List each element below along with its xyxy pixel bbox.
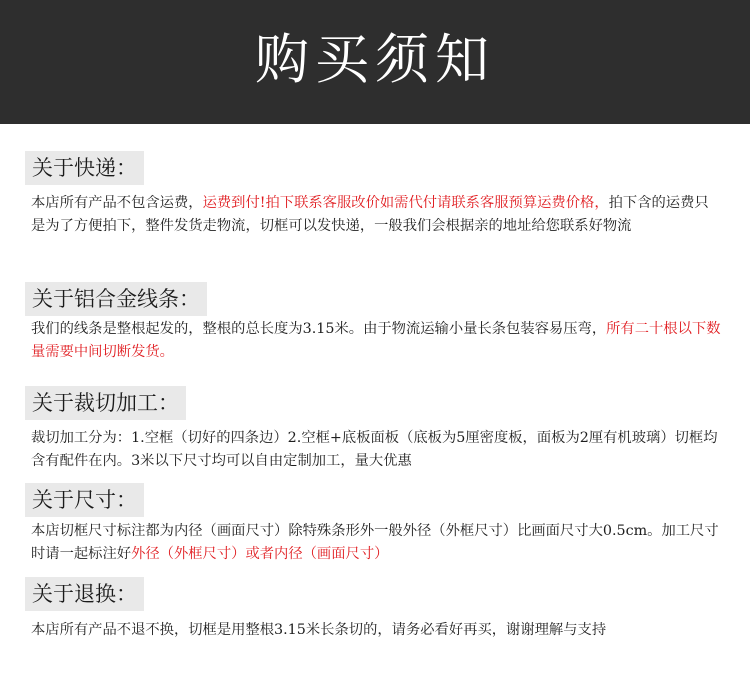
- body-highlight: 运费到付!拍下联系客服改价如需代付请联系客服预算运费价格，: [202, 195, 609, 211]
- section-body-aluminum: [31, 318, 721, 364]
- section-body-express: [31, 192, 721, 238]
- section-body-returns: [31, 619, 721, 642]
- body-text: 本店所有产品不退不换，切框是用整根3.15米长条切的，请务必看好再买，谢谢理解与支持: [31, 622, 607, 638]
- section-body-cutting: [31, 427, 721, 473]
- section-heading-cutting: 关于裁切加工：: [25, 386, 186, 420]
- section-body-size: [31, 520, 721, 566]
- section-heading-express: 关于快递：: [25, 151, 144, 185]
- section-heading-size: 关于尺寸：: [25, 483, 144, 517]
- body-text: 裁切加工分为：1.空框（切好的四条边）2.空框+底板面板（底板为5厘密度板，面板为2厘有机玻璃）切框均含有配件在内。3米以下尺寸均可以自由定制加工，量大优惠: [31, 430, 718, 469]
- section-heading-aluminum: 关于铝合金线条：: [25, 282, 207, 316]
- body-highlight: 所有二十根以下数量需要中间切断发货。: [31, 321, 721, 360]
- top-banner: [0, 0, 750, 124]
- section-heading-returns: 关于退换：: [25, 577, 144, 611]
- body-text: 本店切框尺寸标注都为内径（画面尺寸）除特殊条形外一般外径（外框尺寸）比画面尺寸大0.5cm。加工尺寸时请一起标注好: [31, 523, 719, 562]
- body-text: 我们的线条是整根起发的，整根的总长度为3.15米。由于物流运输小量长条包装容易压弯，: [31, 321, 607, 337]
- page-title: 购买须知: [255, 28, 495, 91]
- body-text: 拍下含的运费只是为了方便拍下，整件发货走物流，切框可以发快递，一般我们会根据亲的地址给您联系好物流: [31, 195, 709, 234]
- body-text: 本店所有产品不包含运费，: [31, 195, 203, 211]
- body-highlight: 外径（外框尺寸）或者内径（画面尺寸）: [131, 546, 389, 562]
